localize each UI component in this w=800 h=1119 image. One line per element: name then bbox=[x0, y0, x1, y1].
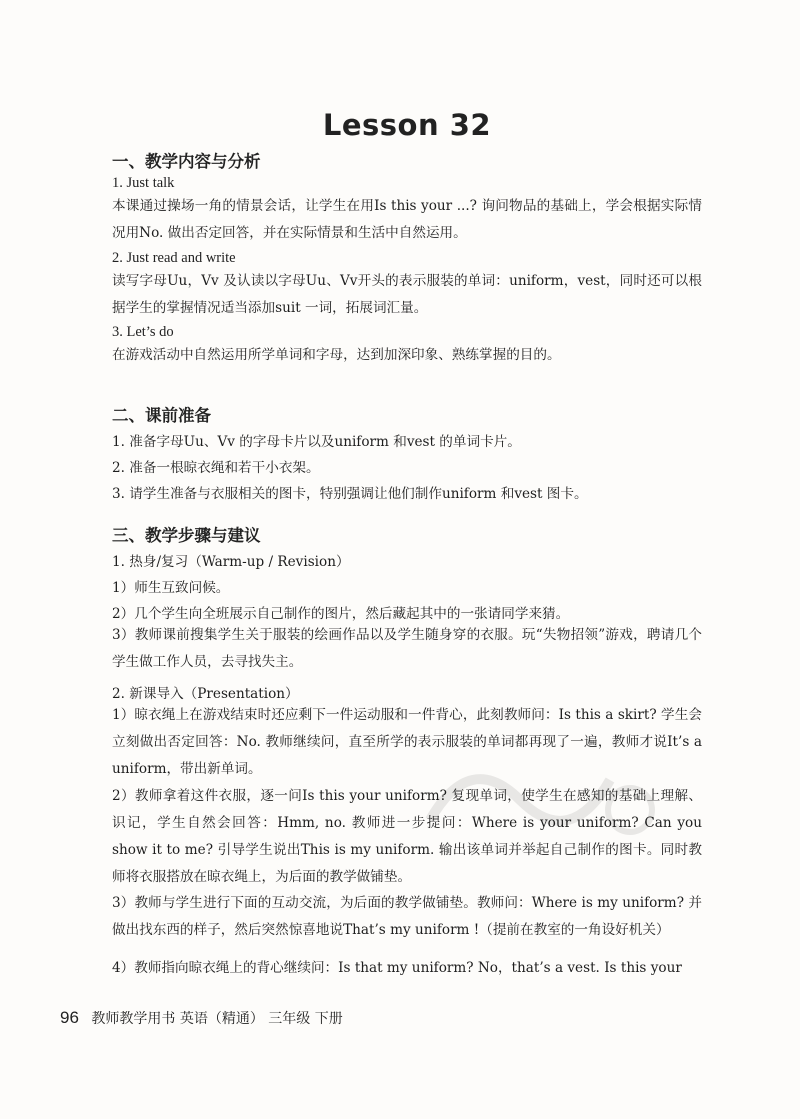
section-heading-content-analysis: 一、教学内容与分析 bbox=[112, 152, 261, 171]
prep-line-1: 1. 准备字母Uu、Vv 的字母卡片以及uniform 和vest 的单词卡片。 bbox=[112, 434, 521, 450]
presentation-item-4: 4）教师指向晾衣绳上的背心继续问：Is that my uniform? No，that’s a vest. Is this your bbox=[112, 960, 682, 976]
prep-line-3: 3. 请学生准备与衣服相关的图卡，特别强调让他们制作uniform 和vest 图卡。 bbox=[112, 486, 588, 502]
warmup-item-3: 3）教师课前搜集学生关于服装的绘画作品以及学生随身穿的衣服。玩“失物招领”游戏，聘请几个学生做工作人员，去寻找失主。 bbox=[112, 627, 702, 670]
page-number: 96 bbox=[60, 1008, 79, 1027]
prep-line-2: 2. 准备一根晾衣绳和若干小衣架。 bbox=[112, 460, 320, 476]
step-title-warmup: 1. 热身/复习（Warm-up / Revision） bbox=[112, 554, 350, 570]
warmup-item-2: 2）几个学生向全班展示自己制作的图片，然后藏起其中的一张请同学来猜。 bbox=[112, 606, 570, 622]
presentation-item-1: 1）晾衣绳上在游戏结束时还应剩下一件运动服和一件背心，此刻教师问：Is this a skirt? 学生会立刻做出否定回答：No. 教师继续问，直至所学的表示服装的单词都再现了一遍，教师才说It’s a uniform，带出新单词。 bbox=[112, 707, 702, 777]
item-body-read-write: 读写字母Uu，Vv 及认读以字母Uu、Vv开头的表示服装的单词：uniform，vest，同时还可以根据学生的掌握情况适当添加suit 一词，拓展词汇量。 bbox=[112, 273, 702, 316]
warmup-item-1: 1）师生互致问候。 bbox=[112, 580, 230, 596]
presentation-item-2: 2）教师拿着这件衣服，逐一问Is this your uniform? 复现单词，使学生在感知的基础上理解、识记，学生自然会回答：Hmm, no. 教师进一步提问：Where is your uniform? Can you show it to me? 引导学生说出This is my uniform. 输出该单词并举起自己制作的图卡。同时教师将衣服搭放在晾衣绳上，为后面的教学做铺垫。 bbox=[112, 788, 702, 885]
item-body-just-talk: 本课通过操场一角的情景会话，让学生在用Is this your ...? 询问物品的基础上，学会根据实际情况用No. 做出否定回答，并在实际情景和生活中自然运用。 bbox=[112, 198, 702, 241]
section-heading-preparation: 二、课前准备 bbox=[112, 406, 211, 425]
lesson-title: Lesson 32 bbox=[322, 108, 492, 142]
item-title-just-talk: 1. Just talk bbox=[112, 175, 175, 191]
page-footer bbox=[60, 1008, 343, 1028]
section-heading-teaching-steps: 三、教学步骤与建议 bbox=[112, 526, 261, 545]
book-title: 教师教学用书 英语（精通） 三年级 下册 bbox=[91, 1011, 343, 1027]
item-title-lets-do: 3. Let’s do bbox=[112, 324, 174, 340]
item-title-read-write: 2. Just read and write bbox=[112, 250, 236, 266]
presentation-item-3: 3）教师与学生进行下面的互动交流，为后面的教学做铺垫。教师问：Where is my uniform? 并做出找东西的样子，然后突然惊喜地说That’s my uniform !（提前在教室的一角设好机关） bbox=[112, 895, 702, 938]
item-body-lets-do: 在游戏活动中自然运用所学单词和字母，达到加深印象、熟练掌握的目的。 bbox=[112, 347, 561, 363]
step-title-presentation: 2. 新课导入（Presentation） bbox=[112, 686, 299, 702]
